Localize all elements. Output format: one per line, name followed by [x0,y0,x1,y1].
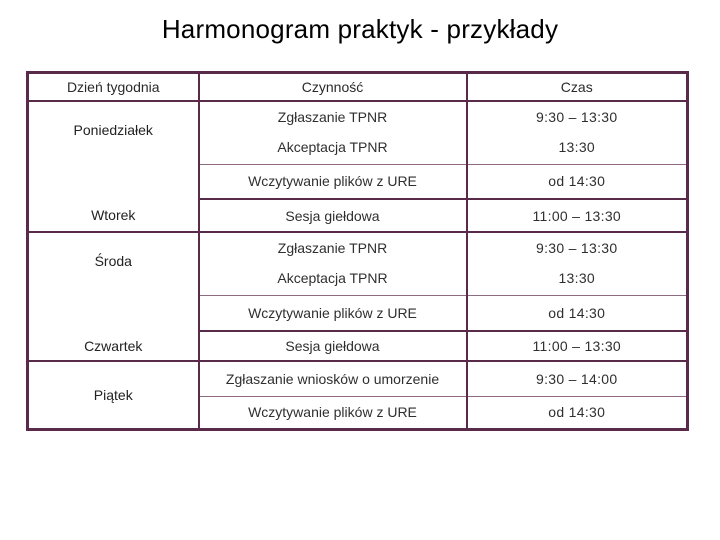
day-cell: Środa [28,232,199,331]
time-cell: 9:30 – 13:30 [536,239,618,256]
day-cell: Piątek [28,361,199,429]
day-cell: Czwartek [28,331,199,361]
table-header-row [28,73,688,102]
time-cell: 11:00 – 13:30 [467,331,688,361]
activity-cell: Wczytywanie plików z URE [199,295,467,331]
time-cell: 11:00 – 13:30 [467,199,688,232]
time-cell: od 14:30 [548,404,606,420]
time-cell: 9:30 – 13:30 [536,108,618,125]
table-row [28,361,688,396]
slide-title: Harmonogram praktyk - przykłady [161,14,559,44]
activity-cell: Akceptacja TPNR [199,262,467,295]
table-row [28,232,688,262]
activity-cell: Zgłaszanie wniosków o umorzenie [199,361,467,396]
activity-cell: Sesja giełdowa [199,331,467,361]
table-row [28,199,688,232]
schedule-table [26,71,689,431]
activity-cell: Wczytywanie plików z URE [199,164,467,199]
activity-cell: Sesja giełdowa [199,199,467,232]
activity-cell: Wczytywanie plików z URE [199,396,467,429]
activity-cell: Akceptacja TPNR [199,131,467,164]
header-day: Dzień tygodnia [28,73,199,102]
activity-cell: Zgłaszanie TPNR [199,101,467,131]
table-row [28,101,688,131]
time-cell: od 14:30 [467,295,688,331]
day-cell: Poniedziałek [28,101,199,199]
time-cell: 13:30 [467,131,688,164]
time-cell: od 14:30 [467,164,688,199]
activity-cell: Zgłaszanie TPNR [199,232,467,262]
header-activity: Czynność [199,73,467,102]
time-cell: 9:30 – 14:00 [467,361,688,396]
table-row [28,331,688,361]
header-time: Czas [467,73,688,102]
time-cell: 13:30 [467,262,688,295]
day-cell: Wtorek [28,199,199,232]
